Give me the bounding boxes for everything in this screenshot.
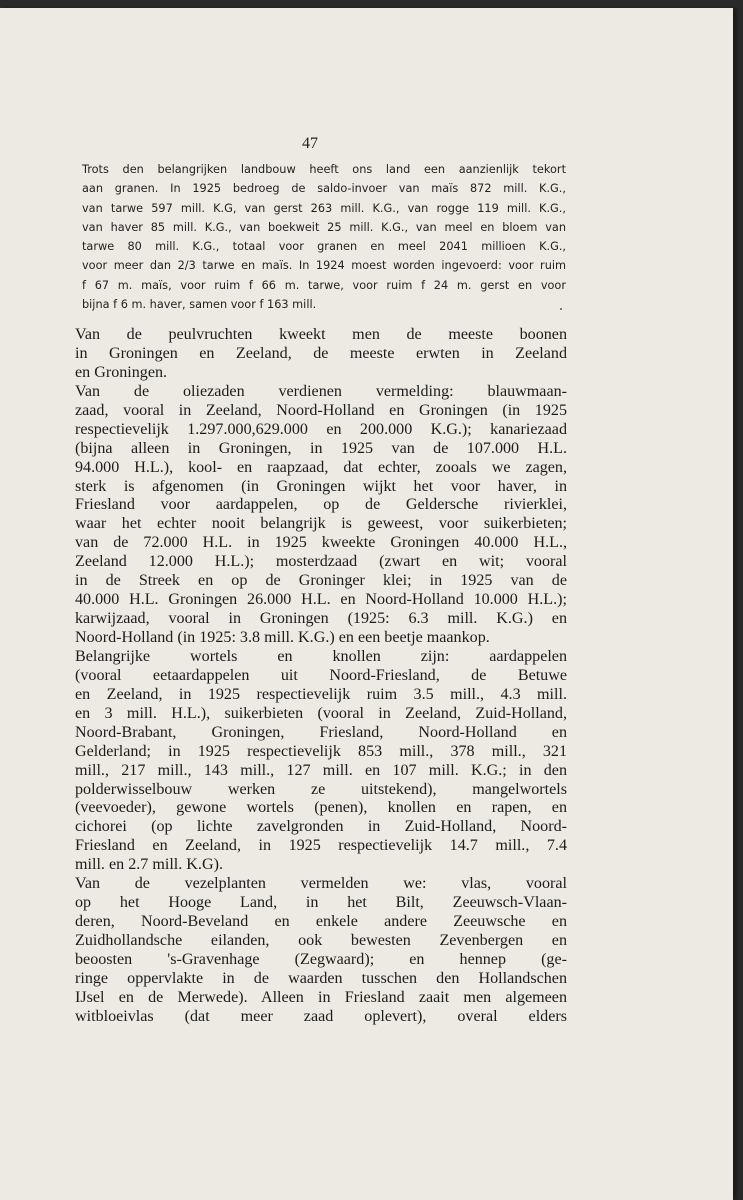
small-line: van tarwe 597 mill. K.G, van gerst 263 mill. K.G., van rogge 119 mill. K.G., (82, 201, 566, 215)
main-line: en Groningen. (75, 363, 168, 381)
main-line: van de 72.000 H.L. in 1925 kweekte Groningen 40.000 H.L., (75, 534, 567, 552)
main-line: mill., 217 mill., 143 mill., 127 mill. en 107 mill. K.G.; in den (75, 761, 567, 779)
main-line: en 3 mill. H.L.), suikerbieten (vooral in Zeeland, Zuid-Holland, (75, 704, 567, 722)
main-line: sterk is afgenomen (in Groningen wijkt het voor haver, in (75, 477, 567, 495)
small-line: aan granen. In 1925 bedroeg de saldo-invoer van maïs 872 mill. K.G., (82, 182, 566, 196)
main-line: witbloeivlas (dat meer zaad oplevert), overal elders (75, 1007, 567, 1025)
main-line: Van de peulvruchten kweekt men de meeste boonen (75, 326, 567, 343)
small-line: van haver 85 mill. K.G., van boekweit 25 mill. K.G., van meel en bloem van (82, 220, 566, 234)
main-line: Van de oliezaden verdienen vermelding: blauwmaan- (75, 382, 567, 400)
main-line: Zuidhollandsche eilanden, ook bewesten Zevenbergen en (75, 932, 567, 949)
print-speck (560, 308, 562, 310)
main-line: zaad, vooral in Zeeland, Noord-Holland en Groningen (in 1925 (75, 401, 567, 419)
book-page (0, 8, 733, 1200)
main-line: (veevoeder), gewone wortels (penen), knollen en rapen, en (75, 799, 567, 817)
main-line: Noord-Holland (in 1925: 3.8 mill. K.G.) en een beetje maankop. (75, 629, 490, 646)
main-line: respectievelijk 1.297.000,629.000 en 200.000 K.G.); kanariezaad (75, 420, 567, 438)
main-line: Belangrijke wortels en knollen zijn: aardappelen (75, 647, 567, 665)
main-line: (vooral eetaardappelen uit Noord-Friesland, de Betuwe (75, 666, 567, 684)
main-line: beoosten 's-Gravenhage (Zegwaard); en hennep (ge- (75, 950, 567, 968)
main-line: Friesland en Zeeland, in 1925 respectievelijk 14.7 mill., 7.4 (75, 837, 567, 855)
main-line: op het Hooge Land, in het Bilt, Zeeuwsch-Vlaan- (75, 894, 567, 912)
small-line: tarwe 80 mill. K.G., totaal voor granen en meel 2041 millioen K.G., (82, 240, 566, 254)
main-line: (bijna alleen in Groningen, in 1925 van de 107.000 H.L. (75, 439, 567, 457)
main-line: Gelderland; in 1925 respectievelijk 853 mill., 378 mill., 321 (75, 742, 567, 760)
footnote-block (82, 160, 566, 314)
small-line: Trots den belangrijken landbouw heeft ons land een aanzienlijk tekort (82, 163, 566, 176)
main-line: IJsel en de Merwede). Alleen in Friesland zaait men algemeen (75, 988, 567, 1006)
main-line: Friesland voor aardappelen, op de Geldersche rivierklei, (75, 496, 567, 514)
main-line: en Zeeland, in 1925 respectievelijk ruim 3.5 mill., 4.3 mill. (75, 685, 567, 703)
main-line: Zeeland 12.000 H.L.); mosterdzaad (zwart en wit; vooral (75, 553, 567, 571)
main-line: Van de vezelplanten vermelden we: vlas, vooral (75, 875, 567, 893)
main-line: cichorei (op lichte zavelgronden in Zuid-Holland, Noord- (75, 818, 567, 836)
main-line: 40.000 H.L. Groningen 26.000 H.L. en Noord-Holland 10.000 H.L.); (75, 591, 567, 609)
small-line: voor meer dan 2/3 tarwe en maïs. In 1924 moest worden ingevoerd: voor ruim (82, 259, 566, 273)
main-line: in de Streek en op de Groninger klei; in 1925 van de (75, 572, 567, 590)
small-line: bijna f 6 m. haver, samen voor f 163 mill. (82, 298, 317, 312)
main-line: 94.000 H.L.), kool- en raapzaad, dat echter, zooals we zagen, (75, 458, 567, 476)
main-line: Noord-Brabant, Groningen, Friesland, Noord-Holland en (75, 723, 567, 741)
main-line: in Groningen en Zeeland, de meeste erwten in Zeeland (75, 344, 567, 362)
main-line: polderwisselbouw werken ze uitstekend), mangelwortels (75, 780, 567, 798)
small-line: f 67 m. maïs, voor ruim f 66 m. tarwe, voor ruim f 24 m. gerst en voor (82, 278, 566, 292)
main-line: ringe oppervlakte in de waarden tusschen den Hollandschen (75, 969, 567, 987)
main-line: deren, Noord-Beveland en enkele andere Zeeuwsche en (75, 913, 567, 931)
main-line: mill. en 2.7 mill. K.G). (75, 856, 223, 874)
main-line: waar het echter nooit belangrijk is geweest, voor suikerbieten; (75, 515, 567, 533)
body-text (75, 326, 567, 1027)
main-line: karwijzaad, vooral in Groningen (1925: 6.3 mill. K.G.) en (75, 610, 567, 628)
page-number: 47 (302, 135, 318, 152)
